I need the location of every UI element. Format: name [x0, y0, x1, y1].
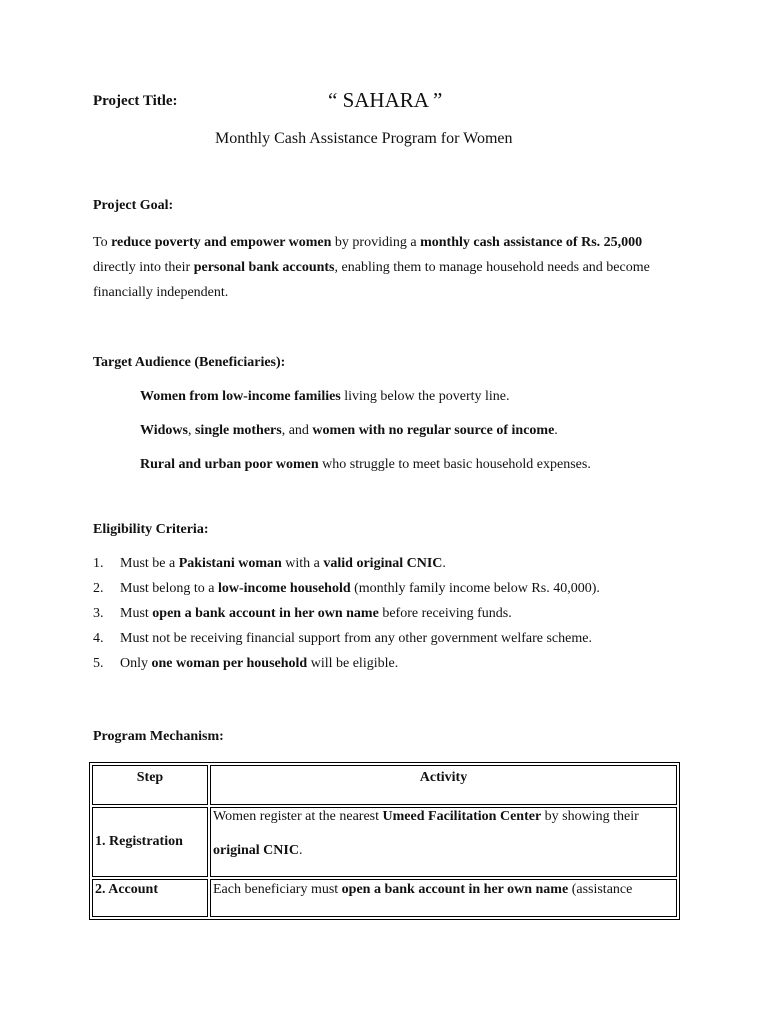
text-run: (monthly family income below Rs. 40,000). [350, 581, 600, 596]
eligibility-item [120, 556, 446, 572]
text-run: who struggle to meet basic household expenses. [318, 457, 591, 472]
activity-text [213, 800, 674, 868]
eligibility-item [120, 656, 398, 672]
column-header-activity: Activity [210, 765, 677, 805]
column-header-step: Step [92, 765, 208, 805]
eligibility-item [120, 631, 592, 647]
text-run: before receiving funds. [378, 606, 512, 621]
bold-text: original CNIC [213, 843, 299, 858]
activity-text [213, 882, 632, 897]
table-row [92, 807, 677, 877]
goal-heading: Project Goal: [93, 198, 174, 213]
project-name: “ SAHARA ” [328, 88, 443, 112]
text-run: Must belong to a [120, 581, 218, 596]
eligibility-item [120, 606, 512, 622]
text-run: will be eligible. [307, 656, 399, 671]
bold-text: Pakistani woman [178, 556, 282, 571]
audience-item [140, 457, 591, 473]
activity-cell [210, 807, 677, 877]
bold-text: women with no regular source of income [312, 423, 555, 438]
bold-text: Rural and urban poor women [140, 457, 319, 472]
bold-text: personal bank accounts [193, 260, 335, 275]
goal-paragraph [93, 230, 683, 305]
bold-text: single mothers [194, 423, 282, 438]
eligibility-heading: Eligibility Criteria: [93, 522, 209, 537]
step-cell: 2. Account [92, 879, 208, 917]
list-number: 4. [93, 631, 104, 646]
text-run: Only [120, 656, 152, 671]
text-run: . [554, 423, 558, 438]
bold-text: low-income household [218, 581, 351, 596]
audience-item [140, 423, 558, 439]
bold-text: Widows [140, 423, 188, 438]
text-run: by showing their [541, 809, 639, 824]
text-run: directly into their [93, 260, 194, 275]
list-number: 5. [93, 656, 104, 671]
text-run: . [298, 843, 303, 858]
text-run: . [442, 556, 446, 571]
audience-item [140, 389, 510, 405]
step-cell: 1. Registration [92, 807, 208, 877]
text-run: , [187, 423, 195, 438]
text-run: Must not be receiving financial support from any other government welfare scheme. [120, 631, 592, 646]
text-run: living below the poverty line. [340, 389, 510, 404]
bold-text: Umeed Facilitation Center [382, 809, 542, 824]
bold-text: monthly cash assistance of Rs. 25,000 [420, 235, 643, 250]
project-title-label: Project Title: [93, 93, 178, 109]
bold-text: Women from low-income families [140, 389, 341, 404]
text-run: Women register at the nearest [213, 809, 383, 824]
bold-text: reduce poverty and empower women [111, 235, 332, 250]
text-run: Each beneficiary must [213, 882, 342, 897]
text-run: To [93, 235, 112, 250]
list-number: 1. [93, 556, 104, 571]
bold-text: valid original CNIC [323, 556, 443, 571]
audience-heading: Target Audience (Beneficiaries): [93, 355, 286, 370]
text-run: by providing a [331, 235, 421, 250]
bold-text: open a bank account in her own name [341, 882, 569, 897]
project-subtitle: Monthly Cash Assistance Program for Women [215, 130, 513, 147]
text-run: Must [120, 606, 153, 621]
text-run: Must be a [120, 556, 179, 571]
table-header-row [92, 765, 677, 805]
eligibility-item [120, 581, 600, 597]
text-run: , and [281, 423, 313, 438]
text-run: with a [281, 556, 324, 571]
mechanism-table [89, 762, 680, 920]
bold-text: open a bank account in her own name [152, 606, 379, 621]
text-run: , enabling them to manage household needs and become financially independent. [93, 260, 650, 300]
list-number: 2. [93, 581, 104, 596]
list-number: 3. [93, 606, 104, 621]
text-run: (assistance [568, 882, 633, 897]
table-row [92, 879, 677, 917]
mechanism-heading: Program Mechanism: [93, 729, 224, 744]
bold-text: one woman per household [151, 656, 308, 671]
activity-cell [210, 879, 677, 917]
